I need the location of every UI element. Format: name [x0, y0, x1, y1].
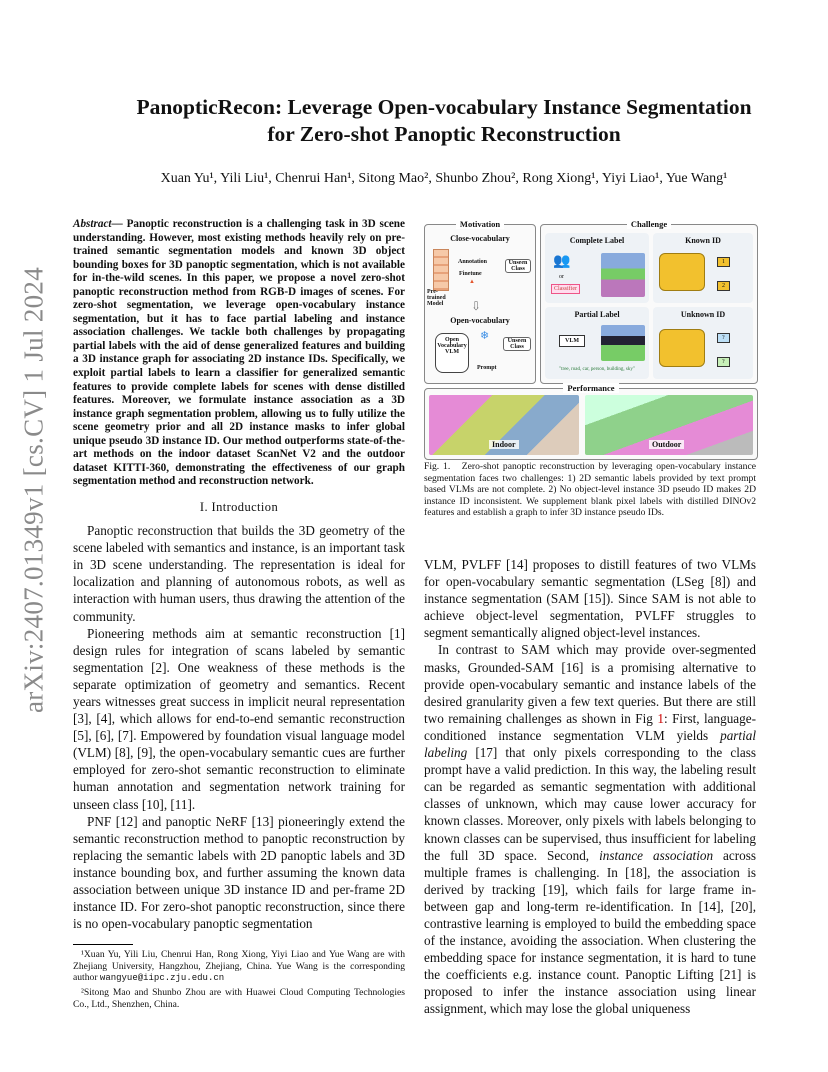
outdoor-label: Outdoor — [649, 440, 684, 449]
right-p2-part-a: In contrast to SAM which may provide over-segmented masks, Grounded-SAM [16] is a promising alternative to provide open-vocabulary semantic and instance labels of the desired granularity given a few text queries. But there are still two remaining challenges as shown in Fig — [424, 642, 756, 726]
left-column — [73, 218, 405, 1012]
figure-1 — [424, 218, 756, 458]
caption-label: Fig. 1. — [424, 461, 451, 472]
footnote-1 — [73, 949, 405, 985]
unknown-id-box — [653, 307, 753, 379]
arxiv-stamp-text: arXiv:2407.01349v1 [cs.CV] 1 Jul 2024 — [18, 266, 49, 714]
title-line-1: PanopticRecon: Leverage Open-vocabulary Instance Segmentation — [136, 95, 752, 119]
unknown-id-tag-2: ? — [717, 357, 730, 367]
annotation-label: Annotation — [458, 259, 488, 265]
unknown-id-tag-1: ? — [717, 333, 730, 343]
arxiv-stamp — [16, 266, 52, 714]
pretrained-model-icon — [433, 249, 449, 291]
right-paragraph-1: VLM, PVLFF [14] proposes to distill features of two VLMs for open-vocabulary semantic segmentation (LSeg [8]) and instance segmentation (SAM [15]). Since SAM is not able to achieve object-level segmentation, PVLFF struggles to segment semantically aligned object-level instances. — [424, 557, 756, 641]
footnote-1-text: ¹Xuan Yu, Yili Liu, Chenrui Han, Rong Xiong, Yiyi Liao and Yue Wang are with Zhejiang University, Hangzhou, Zhejiang, China. Yue Wang is the corresponding author — [73, 949, 405, 984]
figure-1-caption — [424, 461, 756, 519]
section-heading-introduction: I. Introduction — [199, 499, 279, 514]
right-p2-part-d: across multiple frames is challenging. In [18], the association is derived by tracking [19], which fails for large frame in-between gap and long-term re-identification. In [14], [20], contrastive learning is employed to build the embedding space of the instance, avoiding the association. When clustering the embedding space for instance segmentation, it is hard to tune the coefficients e.g. instance count. Panoptic Lifting [21] is proposed to infer the instance association using linear assignment, which may lose the global uniqueness — [424, 847, 756, 1017]
partial-labeling-term: partial labeling — [424, 727, 756, 761]
challenge-title: Challenge — [627, 219, 671, 229]
unseen-class-box-1: Unseen Class — [505, 259, 531, 273]
arrow-down-icon: ⇩ — [471, 299, 482, 313]
footnote-rule — [73, 944, 133, 945]
vlm-box: VLM — [559, 335, 585, 347]
abstract — [73, 218, 405, 489]
intro-paragraph-1: Panoptic reconstruction that builds the 3D geometry of the scene labeled with semantics and instance, is an important task in 3D scene understanding. The representation is ideal for localization and planning of autonomous robots, as well as interaction with human users, thus drawing the attention of the community. — [73, 523, 405, 624]
indoor-image — [429, 395, 579, 455]
instance-association-term: instance association — [599, 847, 714, 863]
finetune-label: Finetune — [459, 271, 482, 277]
motivation-panel — [424, 219, 536, 384]
known-id-tag-2: 2 — [717, 281, 730, 291]
complete-label-box — [545, 233, 649, 303]
performance-title: Performance — [563, 383, 618, 393]
or-label: or — [559, 274, 564, 280]
classifier-box: Classifier — [551, 284, 580, 294]
unseen-class-box-2: Unseen Class — [503, 337, 531, 351]
title-line-2: for Zero-shot Panoptic Reconstruction — [267, 122, 621, 146]
partial-label-box — [545, 307, 649, 379]
abstract-text: — Panoptic reconstruction is a challenging task in 3D scene understanding. However, most existing methods heavily rely on pre-trained semantic segmentation models and known 3D object bounding boxes for 3D panoptic segmentation, which is not available for in-the-wild scenes. In this paper, we propose a novel zero-shot panoptic reconstruction method from RGB-D images of scenes. For zero-shot segmentation, we leverage open-vocabulary instance segmentation, but it has to face partial labeling and instance association challenges. We tackle both challenges by propagating partial labels with the aid of dense generalized features and building a 3D instance graph for associating 2D instance IDs. Specifically, we exploit partial labels to learn a classifier for generalized semantic features to provide complete labels for scenes with dense distilled features. Moreover, we formulate instance association as a 3D instance graph segmentation problem, allowing us to fully utilize the scene geometry prior and all 2D instance masks to infer global unique pseudo 3D instance ID. Our method outperforms state-of-the-art methods on the indoor dataset ScanNet V2 and the outdoor dataset KITTI-360, demonstrating the effectiveness of our graph segmentation method and reconstruction network. — [73, 218, 405, 488]
pretrained-label: Pre-trained Model — [427, 289, 446, 307]
footnote-1-email: wangyue@iipc.zju.edu.cn — [99, 973, 225, 984]
people-icon: 👥 — [553, 254, 571, 269]
close-vocab-label: Close-vocabulary — [450, 234, 510, 243]
author-list: Xuan Yu¹, Yili Liu¹, Chenrui Han¹, Sitong Mao², Shunbo Zhou², Rong Xiong¹, Yiyi Liao¹, Yue Wang¹ — [160, 171, 728, 186]
known-id-box — [653, 233, 753, 303]
performance-panel — [424, 383, 758, 460]
paper-title — [80, 94, 808, 148]
caption-text: Zero-shot panoptic reconstruction by leveraging open-vocabulary instance segmentation faces two challenges: 1) 2D semantic labels provided by text prompt based VLMs are not complete. 2) No object-level instance 3D pseudo ID makes 2D instance ID inconsistent. We supplement blank pixel labels with distilled DINOv2 features and establish a graph to infer 3D instance pseudo IDs. — [424, 461, 756, 519]
right-paragraph-2 — [424, 641, 756, 1017]
known-id-tag-1: 1 — [717, 257, 730, 267]
complete-label-title: Complete Label — [569, 236, 625, 245]
right-p2-part-b: : First, language-conditioned instance segmentation VLM yields — [424, 710, 756, 743]
outdoor-image — [585, 395, 753, 455]
complete-label-image — [601, 253, 645, 297]
partial-label-image — [601, 325, 645, 361]
right-p2-part-c: [17] that only pixels corresponding to the class prompt have a valid prediction. In this way, the labeling result can be regarded as semantic segmentation with additional classes of unknown, which may cause lower accuracy for known classes. Moreover, only pixels with labels belonging to known classes can be supervised, thus insufficient for labeling the full 3D space. Second, — [424, 745, 756, 863]
known-id-title: Known ID — [685, 236, 721, 245]
unknown-id-title: Unknown ID — [680, 310, 726, 319]
footnote-2: ²Sitong Mao and Shunbo Zhou are with Huawei Cloud Computing Technologies Co., Ltd., Shenzhen, China. — [73, 987, 405, 1010]
abstract-label: Abstract — [73, 218, 112, 230]
right-column-text — [424, 556, 756, 1018]
prompt-words: "tree, road, car, person, building, sky" — [559, 367, 635, 372]
intro-paragraph-3: PNF [12] and panoptic NeRF [13] pioneeringly extend the semantic reconstruction method to panoptic reconstruction by replacing the semantic labels with 2D panoptic labels and 3D instance bounding box, and further assuming the known data association between unique 3D instance ID and per-frame 2D instance ID. For zero-shot panoptic reconstruction, since there is no open-vocabulary panoptic segmentation — [73, 813, 405, 932]
ov-vlm-box: Open Vocabulary VLM — [435, 333, 469, 373]
figure-ref-link[interactable]: 1 — [657, 710, 664, 726]
partial-label-title: Partial Label — [574, 310, 620, 319]
intro-paragraph-2: Pioneering methods aim at semantic reconstruction [1] design rules for integration of scans labeled by semantic segmentation [2]. One weakness of these methods is the separate optimization of geometry and semantics. Recent years witnesses great success in implicit neural representation [3], [4], which allows for end-to-end semantic reconstruction [5], [6], [7]. Empowered by foundation visual language model (VLM) [8], [9], the open-vocabulary semantic cues are further employed for zero-shot semantic reconstruction to eliminate human annotation and segmentation network training for unseen class [10], [11]. — [73, 625, 405, 812]
bus-icon-1 — [659, 253, 705, 291]
open-vocab-label: Open-vocabulary — [450, 316, 510, 325]
snowflake-icon: ❄ — [480, 330, 490, 342]
prompt-label: Prompt — [477, 365, 497, 371]
fire-icon: ▲ — [469, 279, 475, 285]
indoor-label: Indoor — [489, 440, 519, 449]
challenge-panel — [540, 219, 758, 384]
motivation-title: Motivation — [456, 219, 504, 229]
bus-icon-2 — [659, 329, 705, 367]
